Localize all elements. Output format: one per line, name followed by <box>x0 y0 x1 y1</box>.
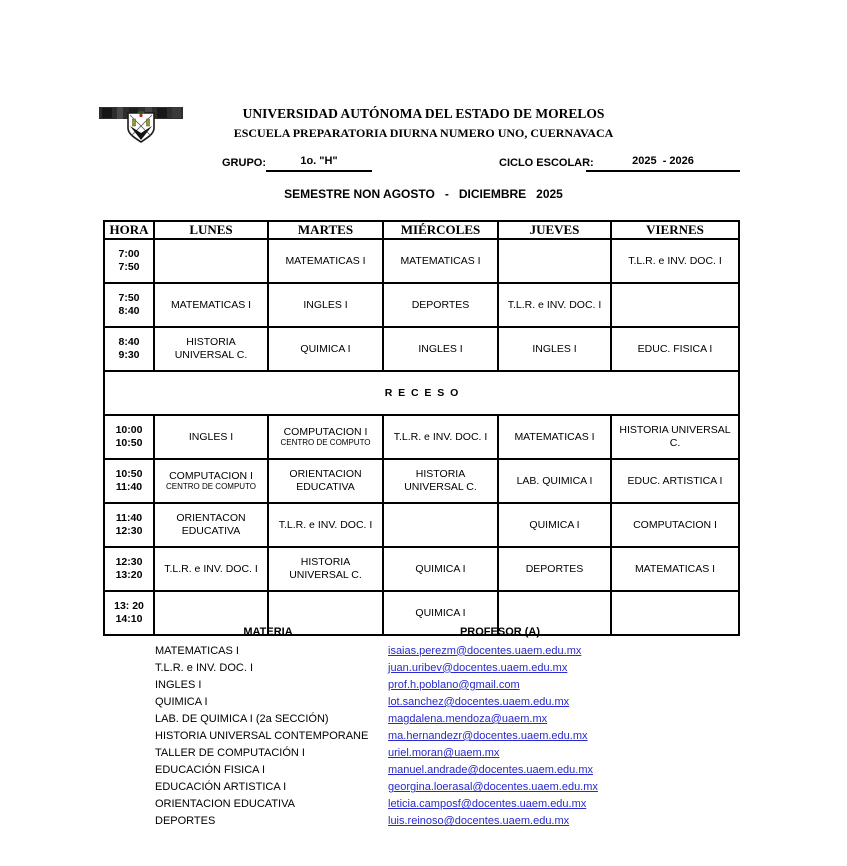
faculty-row <box>155 693 755 710</box>
faculty-row <box>155 762 755 779</box>
cycle-label: CICLO ESCOLAR: <box>499 157 594 169</box>
column-header-viernes: VIERNES <box>611 221 739 239</box>
faculty-subject: MATEMATICAS I <box>155 644 239 657</box>
subject-cell: HISTORIA UNIVERSAL C. <box>154 327 268 371</box>
faculty-subject: T.L.R. e INV. DOC. I <box>155 661 254 674</box>
group-value: 1o. "H" <box>266 155 372 172</box>
faculty-row <box>155 676 755 693</box>
subject-cell: EDUC. ARTISTICA I <box>611 459 739 503</box>
faculty-row <box>155 813 755 830</box>
schedule-row <box>104 327 739 371</box>
subject-cell: MATEMATICAS I <box>154 283 268 327</box>
faculty-row <box>155 727 755 744</box>
subject-cell: HISTORIA UNIVERSAL C. <box>383 459 498 503</box>
subject-cell: HISTORIA UNIVERSAL C. <box>611 415 739 459</box>
column-header-hora: HORA <box>104 221 154 239</box>
time-cell: 7:50 8:40 <box>104 283 154 327</box>
faculty-email-link[interactable]: juan.uribev@docentes.uaem.edu.mx <box>388 661 568 674</box>
semester-title: SEMESTRE NON AGOSTO - DICIEMBRE 2025 <box>284 187 563 201</box>
subject-cell: T.L.R. e INV. DOC. I <box>383 415 498 459</box>
subject-cell: QUIMICA I <box>383 591 498 635</box>
faculty-email-link[interactable]: magdalena.mendoza@uaem.mx <box>388 712 548 725</box>
faculty-subject: EDUCACIÓN FISICA I <box>155 764 266 777</box>
column-header-martes: MARTES <box>268 221 383 239</box>
column-header-jueves: JUEVES <box>498 221 611 239</box>
faculty-subject: QUIMICA I <box>155 695 208 708</box>
faculty-email-link[interactable]: leticia.camposf@docentes.uaem.edu.mx <box>388 798 587 811</box>
subject-cell: COMPUTACION I CENTRO DE COMPUTO <box>268 415 383 459</box>
time-cell: 10:50 11:40 <box>104 459 154 503</box>
column-header-lunes: LUNES <box>154 221 268 239</box>
university-title: UNIVERSIDAD AUTÓNOMA DEL ESTADO DE MORELOS <box>242 106 605 121</box>
subject-cell: MATEMATICAS I <box>611 547 739 591</box>
subject-cell: MATEMATICAS I <box>383 239 498 283</box>
faculty-list <box>155 642 755 830</box>
time-cell: 10:00 10:50 <box>104 415 154 459</box>
schedule-row <box>104 503 739 547</box>
schedule-row <box>104 459 739 503</box>
subject-cell: MATEMATICAS I <box>498 415 611 459</box>
faculty-subject: TALLER DE COMPUTACIÓN I <box>155 747 305 760</box>
empty-cell <box>498 239 611 283</box>
faculty-email-link[interactable]: luis.reinoso@docentes.uaem.edu.mx <box>388 815 570 828</box>
cycle-value: 2025 - 2026 <box>586 155 740 172</box>
faculty-row <box>155 796 755 813</box>
faculty-email-link[interactable]: uriel.moran@uaem.mx <box>388 747 500 760</box>
schedule-row <box>104 547 739 591</box>
time-cell: 8:40 9:30 <box>104 327 154 371</box>
empty-cell <box>154 239 268 283</box>
subject-cell: ORIENTACION EDUCATIVA <box>268 459 383 503</box>
faculty-email-link[interactable]: ma.hernandezr@docentes.uaem.edu.mx <box>388 730 588 743</box>
subject-cell: DEPORTES <box>498 547 611 591</box>
schedule-table <box>103 220 740 636</box>
time-cell: 7:00 7:50 <box>104 239 154 283</box>
subject-cell: COMPUTACION I <box>611 503 739 547</box>
subject-cell: INGLES I <box>498 327 611 371</box>
subject-cell: QUIMICA I <box>498 503 611 547</box>
schedule-row <box>104 283 739 327</box>
subject-cell: DEPORTES <box>383 283 498 327</box>
subject-cell: T.L.R. e INV. DOC. I <box>611 239 739 283</box>
faculty-email-link[interactable]: georgina.loerasal@docentes.uaem.edu.mx <box>388 781 598 794</box>
recess-row <box>104 371 739 415</box>
faculty-row <box>155 779 755 796</box>
time-cell: 12:30 13:20 <box>104 547 154 591</box>
subject-cell: LAB. QUIMICA I <box>498 459 611 503</box>
faculty-subject: ORIENTACION EDUCATIVA <box>155 798 295 811</box>
faculty-subject: HISTORIA UNIVERSAL CONTEMPORANE <box>155 730 369 743</box>
schedule-row <box>104 415 739 459</box>
subject-cell: T.L.R. e INV. DOC. I <box>154 547 268 591</box>
faculty-subject: EDUCACIÓN ARTISTICA I <box>155 781 287 794</box>
schedule-header-row <box>104 221 739 239</box>
subject-cell: ORIENTACON EDUCATIVA <box>154 503 268 547</box>
faculty-email-link[interactable]: prof.h.poblano@gmail.com <box>388 678 520 691</box>
faculty-email-link[interactable]: lot.sanchez@docentes.uaem.edu.mx <box>388 695 570 708</box>
faculty-row <box>155 642 755 659</box>
subject-cell: COMPUTACION I CENTRO DE COMPUTO <box>154 459 268 503</box>
faculty-subject: LAB. DE QUIMICA I (2a SECCIÓN) <box>155 712 329 725</box>
faculty-row <box>155 710 755 727</box>
empty-cell <box>383 503 498 547</box>
subject-cell: INGLES I <box>154 415 268 459</box>
schedule-row <box>104 239 739 283</box>
faculty-row <box>155 745 755 762</box>
subject-cell: QUIMICA I <box>268 327 383 371</box>
faculty-subject: DEPORTES <box>155 815 216 828</box>
profesor-column-header: PROFESOR (A) <box>459 626 541 638</box>
faculty-row <box>155 659 755 676</box>
faculty-email-link[interactable]: isaias.perezm@docentes.uaem.edu.mx <box>388 644 582 657</box>
school-title: ESCUELA PREPARATORIA DIURNA NUMERO UNO, CUERNAVACA <box>233 126 614 140</box>
faculty-email-link[interactable]: manuel.andrade@docentes.uaem.edu.mx <box>388 764 594 777</box>
subject-cell: HISTORIA UNIVERSAL C. <box>268 547 383 591</box>
subject-cell: QUIMICA I <box>383 547 498 591</box>
empty-cell <box>611 591 739 635</box>
subject-cell: MATEMATICAS I <box>268 239 383 283</box>
time-cell: 11:40 12:30 <box>104 503 154 547</box>
recess-cell: R E C E S O <box>104 371 739 415</box>
time-cell: 13: 20 14:10 <box>104 591 154 635</box>
column-header-miercoles: MIÉRCOLES <box>383 221 498 239</box>
group-label: GRUPO: <box>222 157 266 169</box>
faculty-subject: INGLES I <box>155 678 202 691</box>
subject-cell: INGLES I <box>268 283 383 327</box>
materia-column-header: MATERIA <box>243 626 293 638</box>
empty-cell <box>611 283 739 327</box>
subject-cell: T.L.R. e INV. DOC. I <box>498 283 611 327</box>
subject-cell: EDUC. FISICA I <box>611 327 739 371</box>
subject-cell: INGLES I <box>383 327 498 371</box>
subject-cell: T.L.R. e INV. DOC. I <box>268 503 383 547</box>
